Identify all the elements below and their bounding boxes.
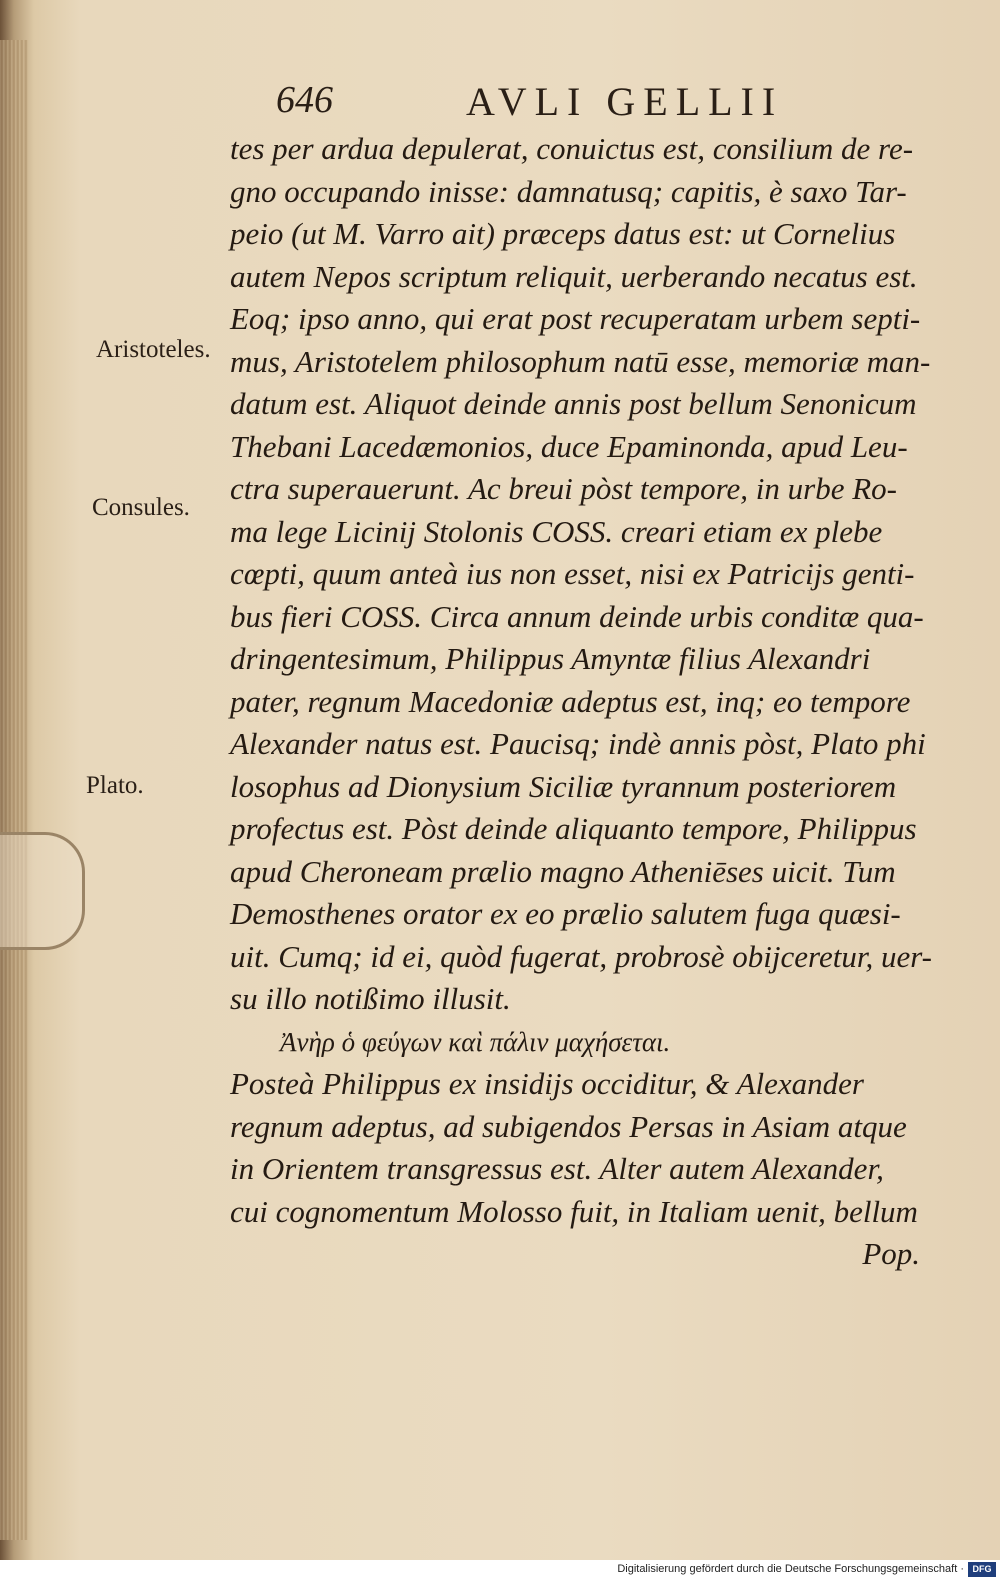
text-line: mus, Aristotelem philosophum natū esse, memoriæ man- <box>230 343 931 379</box>
text-line: bus fieri COSS. Circa annum deinde urbis conditæ qua- <box>230 598 924 634</box>
text-line: Thebani Lacedæmonios, duce Epaminonda, apud Leu- <box>230 428 908 464</box>
text-line: profectus est. Pòst deinde aliquanto tempore, Philippus <box>230 811 917 846</box>
text-line: cui cognomentum Molosso fuit, in Italiam uenit, bellum <box>230 1193 918 1229</box>
running-title: AVLI GELLII <box>466 79 784 124</box>
text-line: gno occupando inisse: damnatusq; capitis, è saxo Tar- <box>230 173 907 209</box>
text-line: pater, regnum Macedoniæ adeptus est, inq; eo tempore <box>230 683 911 719</box>
catchword: Pop. <box>862 1236 920 1271</box>
text-line: dringentesimum, Philippus Amyntæ filius Alexandri <box>230 641 871 676</box>
margin-note-plato: Plato. <box>86 772 144 799</box>
page-number: 646 <box>276 79 333 121</box>
text-line: uit. Cumq; id ei, quòd fugerat, probrosè obijceretur, uer- <box>230 938 932 974</box>
text-line: su illo notißimo illusit. <box>230 981 511 1016</box>
text-line: losophus ad Dionysium Siciliæ tyrannum posteriorem <box>230 768 897 804</box>
text-line: tes per ardua depulerat, conuictus est, consilium de re- <box>230 131 914 166</box>
text-line: regnum adeptus, ad subigendos Persas in Asiam atque <box>230 1108 907 1144</box>
text-line: Posteà Philippus ex insidijs occiditur, & Alexander <box>230 1066 864 1101</box>
text-line: Eoq; ipso anno, qui erat post recuperatam urbem septi- <box>230 301 921 336</box>
dfg-logo: DFG <box>968 1562 996 1577</box>
margin-note-aristoteles: Aristoteles. <box>96 336 211 363</box>
margin-note-consules: Consules. <box>92 494 190 521</box>
page-fore-edges <box>0 40 28 1540</box>
text-line: Demosthenes orator ex eo prælio salutem fuga quæsi- <box>230 896 901 931</box>
page-clip <box>0 832 85 950</box>
text-line: datum est. Aliquot deinde annis post bellum Senonicum <box>230 386 917 421</box>
text-line: autem Nepos scriptum reliquit, uerberando necatus est. <box>230 258 918 294</box>
text-line: ma lege Licinij Stolonis COSS. creari etiam ex plebe <box>230 513 883 549</box>
text-line: cœpti, quum anteà ius non esset, nisi ex Patricijs genti- <box>230 556 915 591</box>
digitization-footer <box>0 1560 1000 1581</box>
text-line: peio (ut M. Varro ait) præceps datus est: ut Cornelius <box>230 216 896 251</box>
funding-credit: Digitalisierung gefördert durch die Deutsche Forschungsgemeinschaft · <box>617 1563 964 1575</box>
text-line: Alexander natus est. Paucisq; indè annis pòst, Plato phi <box>230 726 926 761</box>
greek-verse: Ἀνὴρ ὁ φεύγων καὶ πάλιν μαχήσεται. <box>280 1026 671 1057</box>
text-line: ctra superauerunt. Ac breui pòst tempore, in urbe Ro- <box>230 471 897 506</box>
page-header <box>276 78 816 128</box>
text-line: in Orientem transgressus est. Alter autem Alexander, <box>230 1151 884 1186</box>
body-text <box>230 128 930 1276</box>
text-line: apud Cheroneam prælio magno Atheniēses uicit. Tum <box>230 853 896 889</box>
